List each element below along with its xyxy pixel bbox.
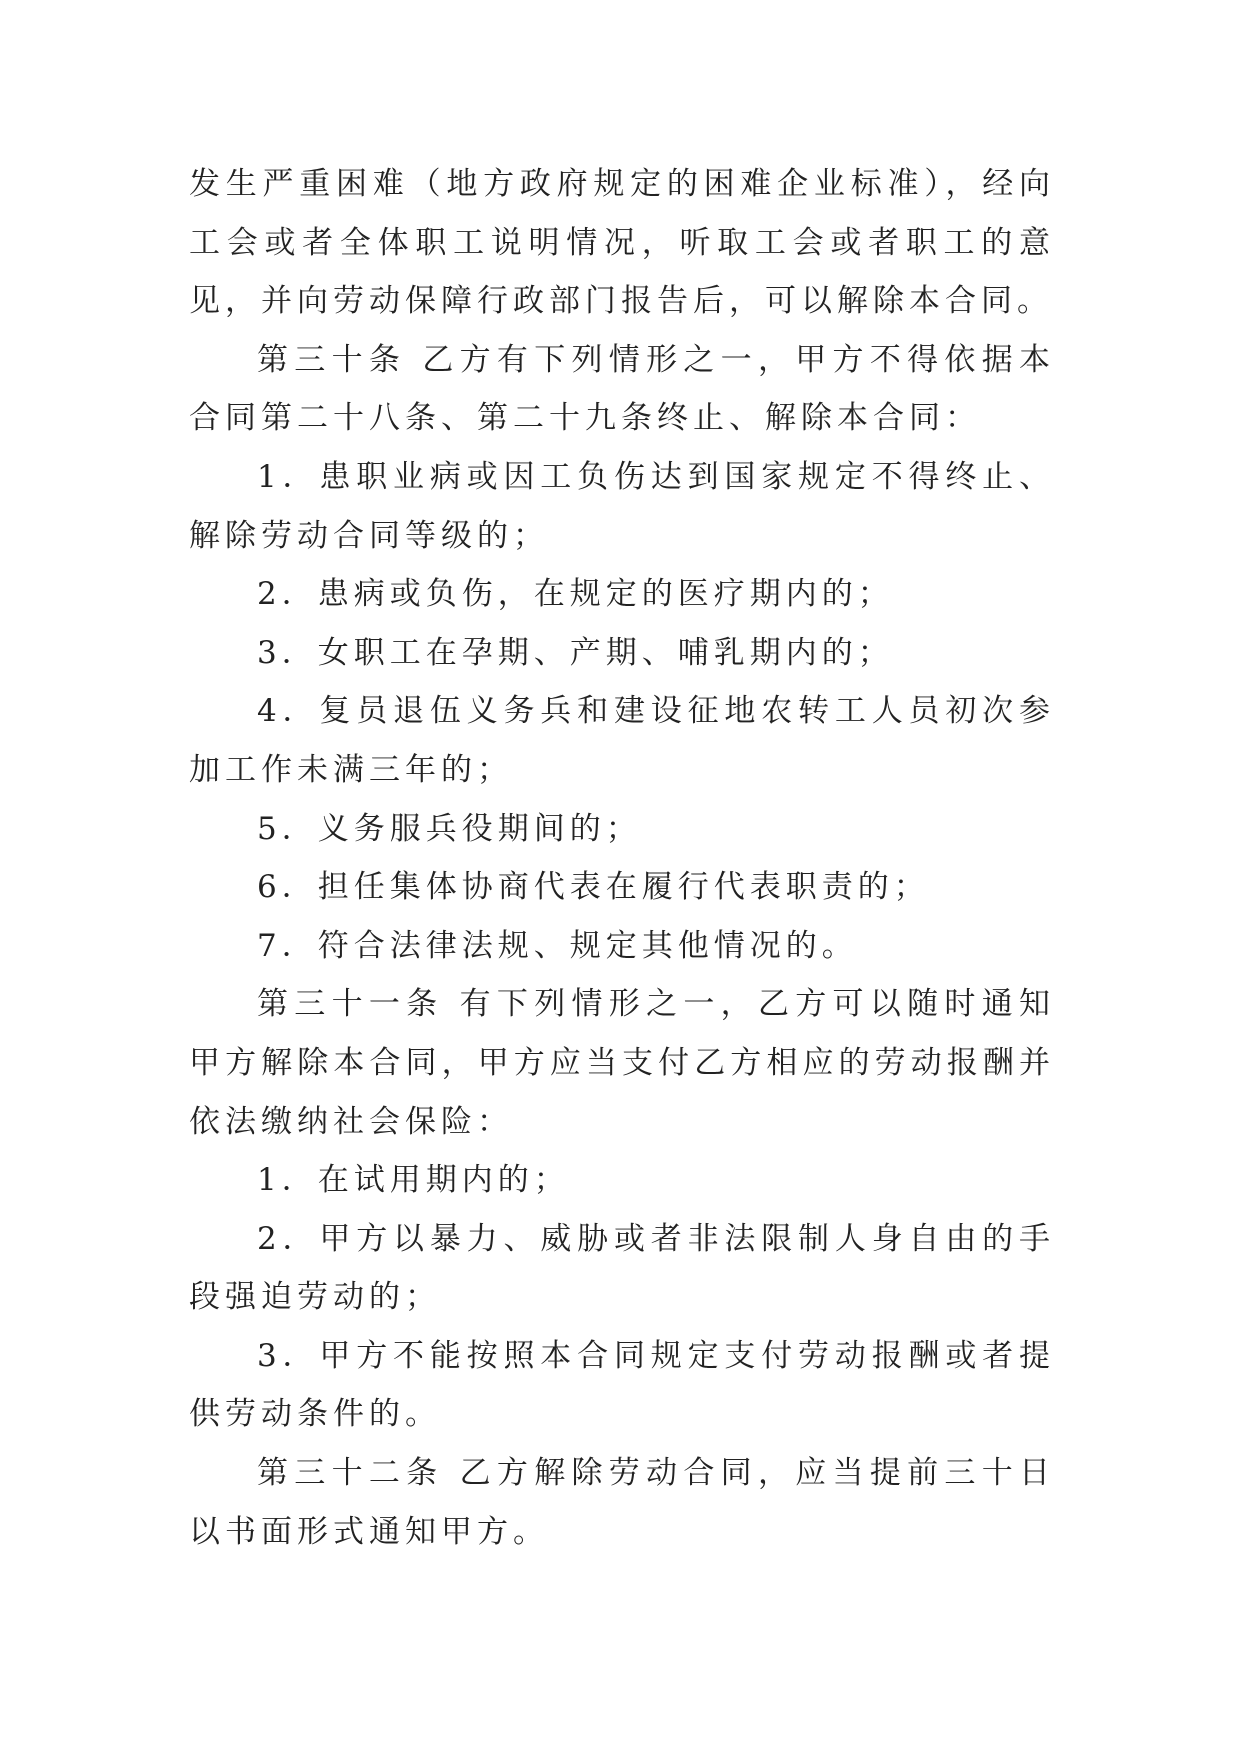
- article-30: 第三十条 乙方有下列情形之一，甲方不得依据本合同第二十八条、第二十九条终止、解除本合同：: [189, 341, 1055, 437]
- article-32: 第三十二条 乙方解除劳动合同，应当提前三十日以书面形式通知甲方。: [189, 1455, 1055, 1550]
- article-31-item-3: 3．甲方不能按照本合同规定支付劳动报酬或者提供劳动条件的。: [189, 1337, 1055, 1433]
- article-30-item-7: 7．符合法律法规、规定其他情况的。: [257, 927, 858, 964]
- article-30-item-2: 2．患病或负伤，在规定的医疗期内的；: [257, 576, 894, 613]
- article-30-item-4: 4．复员退伍义务兵和建设征地农转工人员初次参加工作未满三年的；: [189, 693, 1055, 788]
- paragraph-continuation: 发生严重困难（地方政府规定的困难企业标准），经向工会或者全体职工说明情况，听取工会或者职工的意见，并向劳动保障行政部门报告后，可以解除本合同。: [189, 166, 1055, 320]
- article-31: 第三十一条 有下列情形之一，乙方可以随时通知甲方解除本合同，甲方应当支付乙方相应的劳动报酬并依法缴纳社会保险：: [189, 986, 1055, 1140]
- article-30-item-5: 5．义务服兵役期间的；: [257, 810, 642, 847]
- article-31-item-2: 2．甲方以暴力、威胁或者非法限制人身自由的手段强迫劳动的；: [189, 1220, 1055, 1316]
- article-30-item-3: 3．女职工在孕期、产期、哺乳期内的；: [257, 634, 894, 671]
- article-30-item-6: 6．担任集体协商代表在履行代表职责的；: [257, 869, 930, 906]
- document-body: [189, 155, 1055, 1561]
- article-30-item-1: 1．患职业病或因工负伤达到国家规定不得终止、解除劳动合同等级的；: [189, 458, 1055, 554]
- article-31-item-1: 1．在试用期内的；: [257, 1162, 570, 1199]
